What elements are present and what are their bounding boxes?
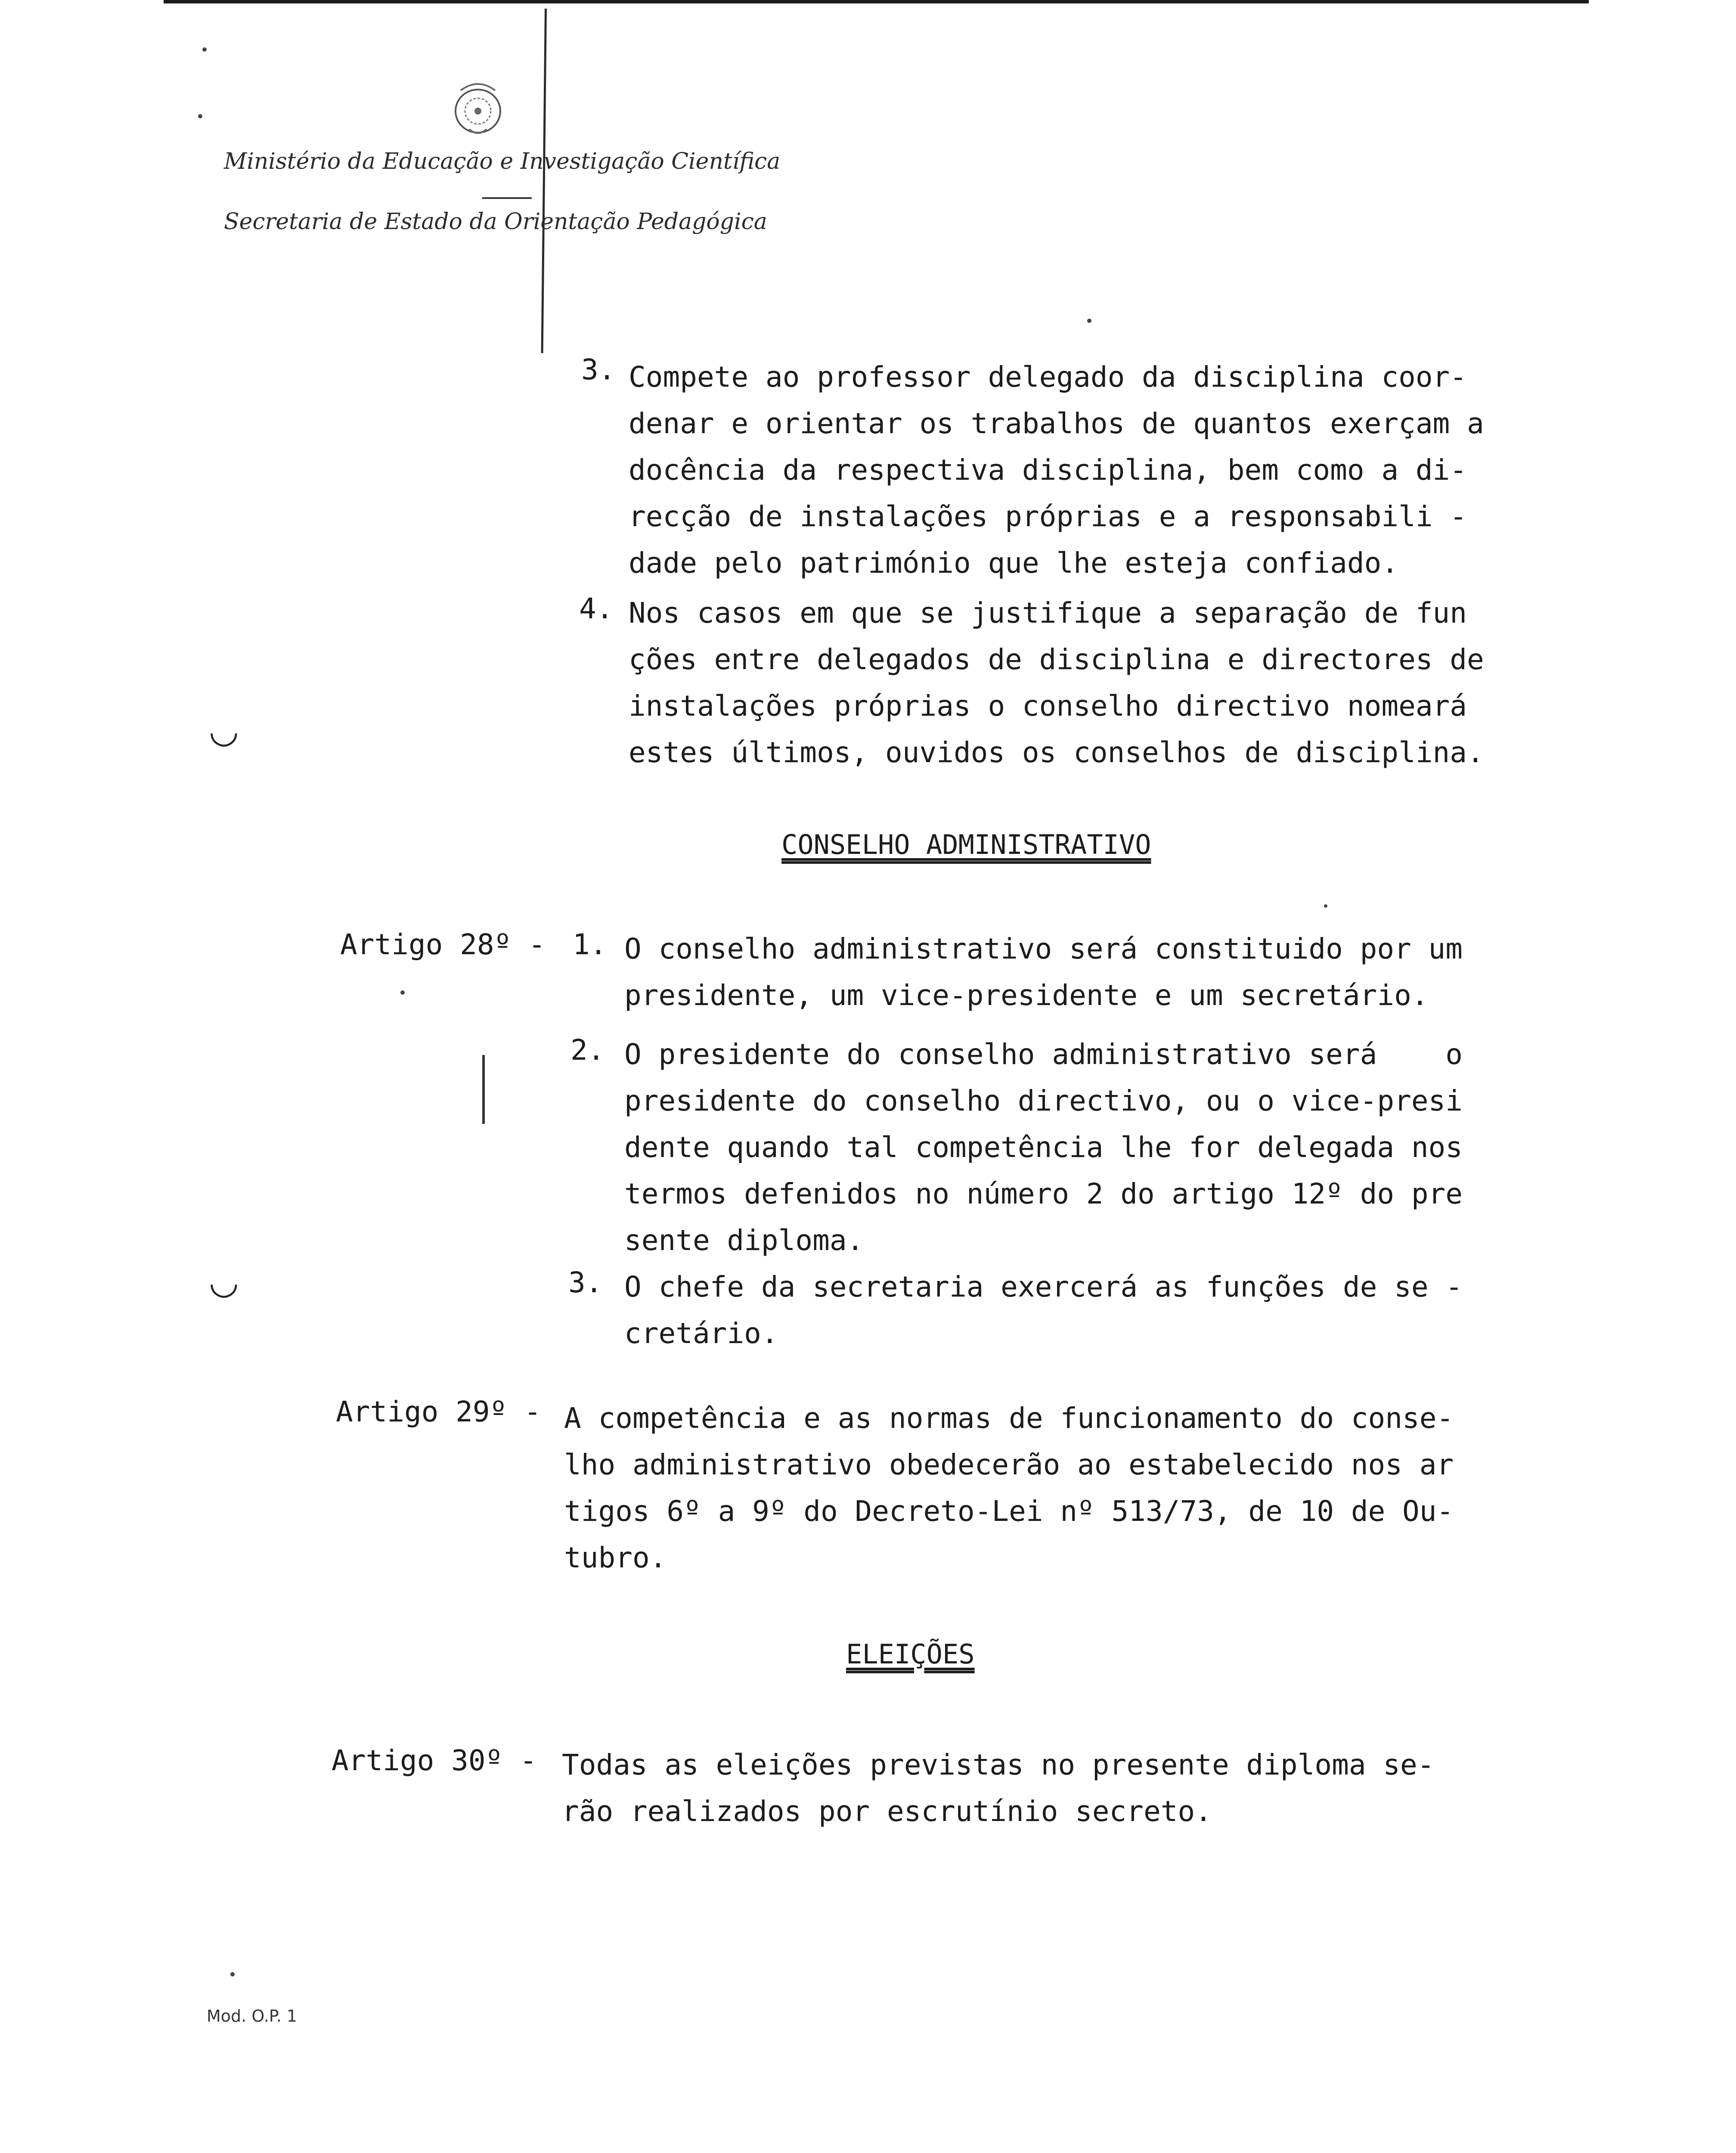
art28-item-1-text [624,926,1463,1019]
text-line: O presidente do conselho administrativo será o [624,1038,1463,1071]
scan-speck [202,47,207,52]
section-heading-conselho-administrativo: CONSELHO ADMINISTRATIVO [781,829,1151,860]
coat-of-arms-emblem [443,78,512,138]
scan-speck [400,990,405,995]
margin-mark: ◡ [209,710,239,751]
text-line: cretário. [624,1317,778,1350]
secretariat-title: Secretaria de Estado da Orientação Pedagógica [224,209,767,235]
article-label: Artigo 29º - [336,1395,541,1428]
art28-item-2-text [624,1031,1463,1264]
margin-mark: ◡ [209,1262,239,1302]
art30-text [562,1742,1435,1835]
item-3-text [629,354,1484,586]
text-line: lho administrativo obedecerão ao estabelecido nos ar [564,1448,1454,1481]
item-4-text [629,590,1484,776]
form-model-code: Mod. O.P. 1 [207,2007,298,2026]
text-line: denar e orientar os trabalhos de quantos exerçam a [629,407,1484,440]
section-heading-eleicoes: ELEIÇÕES [846,1638,975,1670]
text-line: estes últimos, ouvidos os conselhos de disciplina. [629,736,1484,769]
text-line: dade pelo património que lhe esteja confiado. [629,546,1399,580]
header-divider [482,197,532,199]
text-line: tubro. [564,1541,667,1574]
scan-speck [230,1972,235,1976]
scan-speck [1087,319,1091,323]
article-label: Artigo 28º - [340,928,546,961]
text-line: docência da respectiva disciplina, bem como a di- [629,453,1467,487]
text-line: O chefe da secretaria exercerá as funções de se - [624,1270,1463,1303]
item-number: 3. [568,1266,603,1299]
text-line: A competência e as normas de funcionamento do conse- [564,1402,1454,1435]
text-line: rão realizados por escrutínio secreto. [562,1795,1212,1828]
text-line: termos defenidos no número 2 do artigo 12º do pre [624,1177,1463,1210]
text-line: presidente do conselho directivo, ou o vice-presi [624,1084,1463,1117]
item-number: 3. [581,353,616,386]
text-line: O conselho administrativo será constituido por um [624,932,1463,965]
art29-text [564,1395,1454,1581]
scan-vertical-line [541,9,547,353]
scan-speck [198,114,202,118]
text-line: Todas as eleições previstas no presente diploma se- [562,1748,1435,1781]
text-line: Nos casos em que se justifique a separação de fun [629,596,1467,630]
text-line: recção de instalações próprias e a responsabili - [629,500,1467,533]
scan-speck [1324,904,1327,908]
ministry-title: Ministério da Educação e Investigação Científica [224,149,781,174]
item-number: 1. [573,928,607,961]
text-line: Compete ao professor delegado da disciplina coor- [629,360,1467,394]
text-line: presidente, um vice-presidente e um secretário. [624,979,1429,1012]
text-line: instalações próprias o conselho directivo nomeará [629,689,1467,723]
art28-item-3-text [624,1264,1463,1357]
text-line: dente quando tal competência lhe for delegada nos [624,1131,1463,1164]
article-label: Artigo 30º - [332,1744,537,1777]
text-line: ções entre delegados de disciplina e directores de [629,643,1484,676]
margin-bar [482,1055,485,1124]
top-border-line [164,0,1589,3]
text-line: sente diploma. [624,1224,864,1257]
item-number: 4. [579,592,614,625]
text-line: tigos 6º a 9º do Decreto-Lei nº 513/73, de 10 de Ou- [564,1495,1454,1528]
item-number: 2. [570,1033,605,1067]
